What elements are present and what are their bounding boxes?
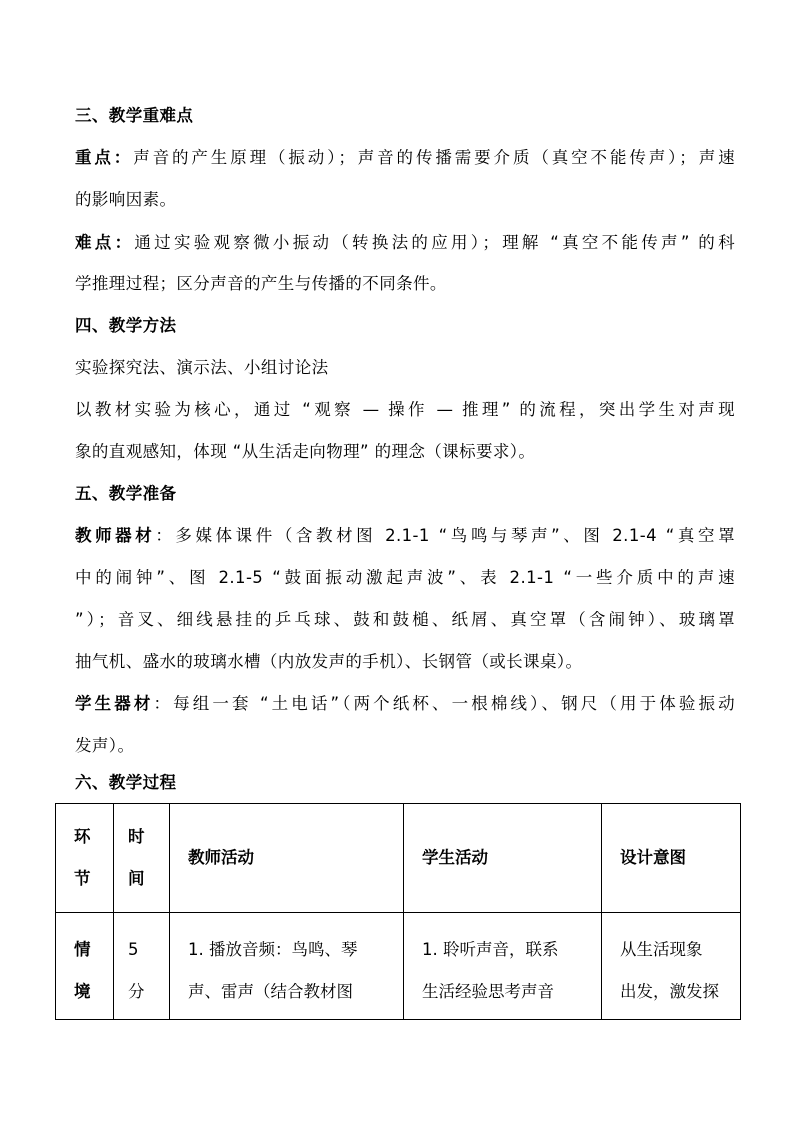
header-stage-char-2: 节 (74, 869, 91, 888)
header-stage-char-1: 环 (74, 827, 91, 846)
difficulties-label: 难点： (75, 233, 135, 252)
header-teacher-cell (170, 804, 404, 913)
header-time-char-1: 时 (128, 827, 145, 846)
student-equipment-line-1 (75, 692, 735, 716)
key-points-label: 重点： (75, 148, 134, 167)
header-student-cell (404, 804, 602, 913)
row1-intent-line-1: 从生活现象 (620, 940, 703, 959)
methods-desc-line-2: 象的直观感知，体现 “从生活走向物理” 的理念（课标要求）。 (75, 442, 536, 461)
teacher-equipment-line-3: ”）；音叉、细线悬挂的乒乓球、鼓和鼓槌、纸屑、真空罩（含闹钟）、玻璃罩 (75, 610, 735, 629)
row1-time-value: 5 (128, 940, 139, 959)
teaching-process-table (55, 803, 741, 1020)
teacher-equipment-label: 教师器材 (75, 526, 156, 545)
teacher-equipment-line-1 (75, 524, 735, 548)
row1-student-line-2: 生活经验思考声音 (422, 982, 554, 1001)
header-stage-cell (56, 804, 114, 913)
header-time-cell (114, 804, 170, 913)
row1-intent-cell (602, 913, 741, 1020)
section-heading-4: 四、教学方法 (75, 316, 177, 335)
header-intent-cell (602, 804, 741, 913)
row1-stage-char-2: 境 (74, 982, 91, 1001)
row1-student-cell (404, 913, 602, 1020)
section-heading-3: 三、教学重难点 (75, 106, 194, 125)
key-points-line-1 (75, 146, 735, 170)
header-student-label: 学生活动 (422, 848, 488, 867)
student-equipment-label: 学生器材 (75, 694, 154, 713)
difficulties-line-1 (75, 231, 735, 255)
row1-teacher-line-1: 1. 播放音频：鸟鸣、琴 (188, 940, 358, 959)
teacher-equipment-line-2: 中的闹钟”、图 2.1-5 “鼓面振动激起声波”、表 2.1-1 “一些介质中的声速 (75, 568, 735, 587)
student-equipment-line-2: 发声）。 (75, 736, 135, 755)
header-teacher-label: 教师活动 (188, 848, 254, 867)
row1-student-line-1: 1. 聆听声音，联系 (422, 940, 559, 959)
row1-stage-char-1: 情 (74, 940, 91, 959)
student-equipment-text-1: ：每组一套 “土电话”（两个纸杯、一根棉线）、钢尺（用于体验振动 (153, 694, 735, 713)
row1-intent-line-2: 出发，激发探 (620, 982, 719, 1001)
difficulties-text-1: 通过实验观察微小振动（转换法的应用）；理解 “真空不能传声” 的科 (134, 233, 735, 252)
header-intent-label: 设计意图 (620, 848, 686, 867)
teacher-equipment-line-4: 抽气机、盛水的玻璃水槽（内放发声的手机）、长钢管（或长课桌）。 (75, 652, 583, 671)
teacher-equipment-text-1: ：多媒体课件（含教材图 2.1-1 “鸟鸣与琴声”、图 2.1-4 “真空罩 (155, 526, 735, 545)
table-row (56, 913, 741, 1020)
difficulties-line-2: 学推理过程；区分声音的产生与传播的不同条件。 (75, 274, 447, 293)
key-points-text-1: 声音的产生原理（振动）；声音的传播需要介质（真空不能传声）；声速 (133, 148, 735, 167)
header-time-char-2: 间 (128, 869, 145, 888)
section-heading-6: 六、教学过程 (75, 773, 177, 792)
methods-desc-line-1: 以教材实验为核心，通过 “观察 — 操作 — 推理” 的流程，突出学生对声现 (75, 400, 735, 419)
table-header-row (56, 804, 741, 913)
row1-teacher-cell (170, 913, 404, 1020)
teaching-methods: 实验探究法、演示法、小组讨论法 (75, 358, 329, 377)
row1-stage-cell (56, 913, 114, 1020)
section-heading-5: 五、教学准备 (75, 484, 177, 503)
row1-time-unit: 分 (128, 982, 145, 1001)
row1-teacher-line-2: 声、雷声（结合教材图 (188, 982, 353, 1001)
key-points-line-2: 的影响因素。 (75, 190, 177, 209)
row1-time-cell (114, 913, 170, 1020)
